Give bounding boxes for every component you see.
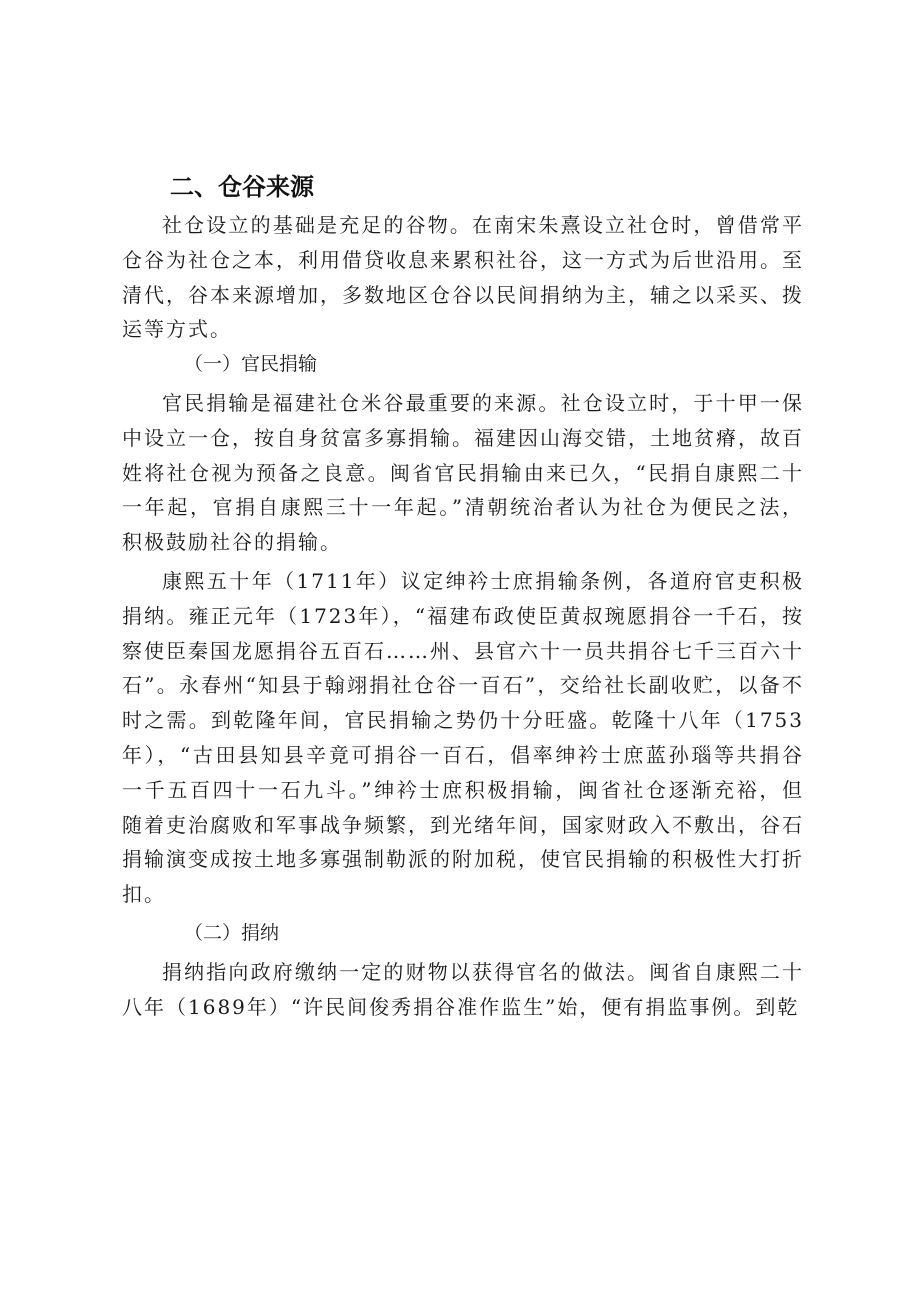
section-intro-paragraph: 社仓设立的基础是充足的谷物。在南宋朱熹设立社仓时，曾借常平仓谷为社仓之本，利用借贷收息来累积社谷，这一方式为后世沿用。至清代，谷本来源增加，多数地区仓谷以民间捐纳为主，辅之以采买、拨运等方式。 <box>122 213 804 342</box>
subsection1-paragraph-2: 康熙五十年（1711年）议定绅衿士庶捐输条例，各道府官吏积极捐纳。雍正元年（1723年），“福建布政使臣黄叔琬愿捐谷一千石，按察使臣秦国龙愿捐谷五百石……州、县官六十一员共捐谷七千三百六十石”。永春州“知县于翰翊捐社仓谷一百石”，交给社长副收贮，以备不时之需。到乾隆年间，官民捐输之势仍十分旺盛。乾隆十八年（1753年），“古田县知县辛竟可捐谷一百石，倡率绅衿士庶蓝孙瑙等共捐谷一千五百四十一石九斗。”绅衿士庶积极捐输，闽省社仓逐渐充裕，但随着吏治腐败和军事战争频繁，到光绪年间，国家财政入不敷出，谷石捐输演变成按土地多寡强制勒派的附加税，使官民捐输的积极性大打折扣。 <box>122 568 804 907</box>
document-body <box>122 166 804 1024</box>
section-title: 二、仓谷来源 <box>170 173 314 201</box>
subsection2-paragraph-1: 捐纳指向政府缴纳一定的财物以获得官名的做法。闽省自康熙二十八年（1689年）“许民间俊秀捐谷准作监生”始，便有捐监事例。到乾 <box>122 959 804 1019</box>
subsection-heading-official-civil-donation: （一）官民捐输 <box>184 353 318 376</box>
subsection1-paragraph-1: 官民捐输是福建社仓米谷最重要的来源。社仓设立时，于十甲一保中设立一仓，按自身贫富多寡捐输。福建因山海交错，土地贫瘠，故百姓将社仓视为预备之良意。闽省官民捐输由来已久，“民捐自康熙二十一年起，官捐自康熙三十一年起。”清朝统治者认为社仓为便民之法，积极鼓励社谷的捐输。 <box>122 390 804 555</box>
subsection-heading-donation: （二）捐纳 <box>184 921 280 944</box>
